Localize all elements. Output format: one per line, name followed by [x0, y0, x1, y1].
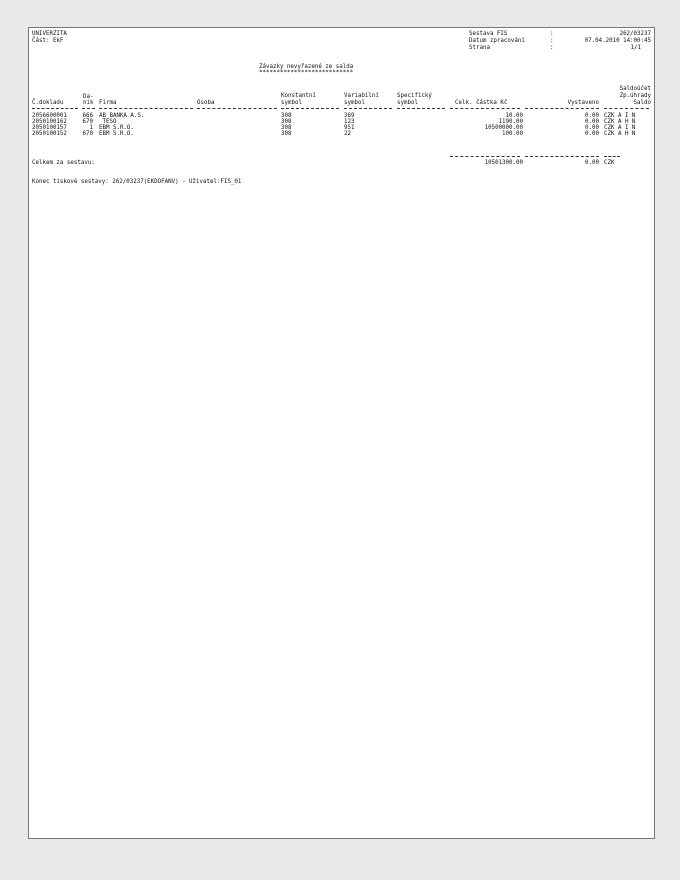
totals-vystaveno: 0.00	[585, 160, 599, 166]
col-header-konst-top: Konstantní	[281, 93, 316, 99]
header-separator	[197, 108, 277, 109]
cell-firma: AB BANKA A.S.	[99, 113, 145, 119]
header-separator	[450, 108, 520, 109]
cell-vystaveno: 0.00	[585, 119, 599, 125]
header-separator	[32, 108, 78, 109]
cell-var: 369	[344, 113, 355, 119]
col-header-konst-bottom: symbol	[281, 100, 302, 106]
header-separator	[397, 108, 445, 109]
report-page	[28, 27, 655, 839]
col-header-da-top: Da-	[83, 94, 94, 100]
col-header-vystaveno: Vystaveno	[567, 100, 599, 106]
col-header-spec-top: Specifický	[397, 93, 432, 99]
cell-doklad: 2050100152	[32, 131, 67, 137]
meta-label-date: Datum zpracování	[469, 38, 525, 44]
cell-firma: EBM S.R.O.	[99, 131, 134, 137]
cell-konst: 308	[281, 113, 292, 119]
meta-label-report: Sestava FIS	[469, 31, 508, 37]
cell-saldo: CZK A H N	[604, 131, 636, 137]
cell-da: 670	[82, 131, 93, 137]
col-header-zp-uhrady: Zp.úhrady	[619, 93, 651, 99]
cell-doklad: 2050100157	[32, 125, 67, 131]
cell-doklad: 2056600001	[32, 113, 67, 119]
cell-konst: 308	[281, 119, 292, 125]
cell-saldo: CZK A I N	[604, 125, 636, 131]
cell-firma: TESO	[99, 119, 117, 125]
totals-separator	[525, 156, 599, 157]
meta-value-report: 262/03237	[619, 31, 651, 37]
header-separator	[82, 108, 95, 109]
table-row	[29, 131, 654, 138]
cell-da: 670	[82, 119, 93, 125]
cell-castka: 10500000.00	[484, 125, 523, 131]
col-header-saldo: Saldo	[633, 100, 651, 106]
col-header-da-bottom: nik	[83, 100, 94, 106]
header-separator	[281, 108, 339, 109]
cell-da: 1	[89, 125, 93, 131]
totals-separator	[450, 156, 520, 157]
col-header-var-top: Variabilní	[344, 93, 379, 99]
cell-da: 666	[82, 113, 93, 119]
cell-konst: 308	[281, 125, 292, 131]
meta-colon: :	[550, 45, 554, 51]
cell-vystaveno: 0.00	[585, 113, 599, 119]
cell-var: 22	[344, 131, 351, 137]
cell-castka: 100.00	[502, 131, 523, 137]
cell-var: 123	[344, 119, 355, 125]
organization-name: UNIVERZITA	[32, 31, 67, 37]
col-header-firma: Firma	[99, 100, 117, 106]
meta-colon: :	[550, 38, 554, 44]
organization-part: Část: EkF	[32, 38, 64, 44]
report-footer: Konec tiskové sestavy: 262/03237(EKDOFANV) - Uživatel:FIS_01	[32, 179, 242, 185]
cell-castka: 10.00	[505, 113, 523, 119]
totals-separator	[604, 156, 620, 157]
totals-row	[29, 160, 654, 167]
cell-castka: 1190.00	[498, 119, 523, 125]
cell-konst: 308	[281, 131, 292, 137]
totals-currency: CZK	[604, 160, 615, 166]
header-separator	[344, 108, 392, 109]
cell-firma: EBM S.R.O.	[99, 125, 134, 131]
col-header-var-bottom: symbol	[344, 100, 365, 106]
report-title-underline: ***************************	[259, 70, 354, 76]
cell-vystaveno: 0.00	[585, 131, 599, 137]
col-header-saldoucet: Saldoúčet	[619, 86, 651, 92]
col-header-doklad: Č.dokladu	[32, 100, 64, 106]
col-header-osoba: Osoba	[197, 100, 215, 106]
header-separator	[604, 108, 649, 109]
cell-var: 951	[344, 125, 355, 131]
meta-value-date: 07.04.2010 14:00:45	[584, 38, 651, 44]
col-header-castka: Celk. částka Kč	[455, 100, 508, 106]
totals-label: Celkem za sestavu:	[32, 160, 95, 166]
cell-saldo: CZK A I N	[604, 113, 636, 119]
totals-castka: 10501300.00	[484, 160, 523, 166]
header-separator	[525, 108, 599, 109]
meta-label-page: Strana	[469, 45, 490, 51]
meta-value-page: 1/1	[630, 45, 641, 51]
col-header-spec-bottom: symbol	[397, 100, 418, 106]
header-separator	[99, 108, 193, 109]
cell-doklad: 2050100162	[32, 119, 67, 125]
cell-saldo: CZK A H N	[604, 119, 636, 125]
cell-vystaveno: 0.00	[585, 125, 599, 131]
meta-colon: :	[550, 31, 554, 37]
report-title: Závazky nevyřazené ze salda	[259, 64, 354, 70]
